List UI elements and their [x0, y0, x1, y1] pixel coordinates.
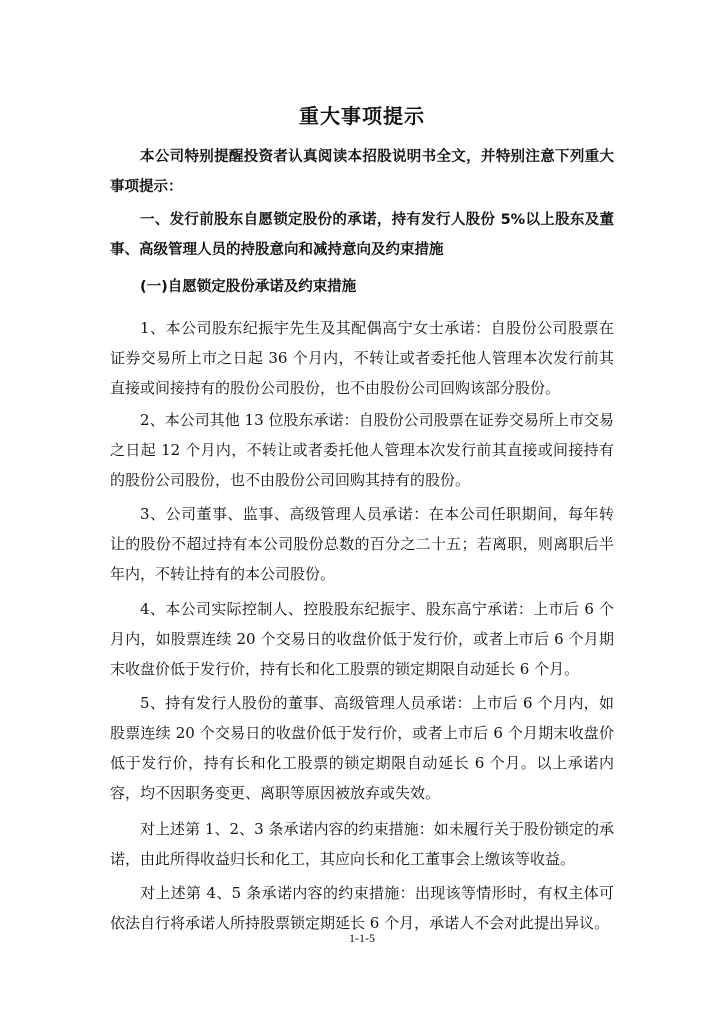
subsection-heading: (一)自愿锁定股份承诺及约束措施 — [140, 279, 357, 295]
paragraph-5: 5、持有发行人股份的董事、高级管理人员承诺：上市后 6 个月内，如股票连续 20 个交易日的收盘价低于发行价，或者上市后 6 个月期末收盘价低于发行价，持有长和化工股票的锁定期限自动延长 6 个月。以上承诺内容，均不因职务变更、离职等原因被放弃或失效。 — [110, 694, 614, 802]
paragraph-1: 1、本公司股东纪振宇先生及其配偶高宁女士承诺：自股份公司股票在证券交易所上市之日起 36 个月内，不转让或者委托他人管理本次发行前其直接或间接持有的股份公司股份，也不由股份公司回购该部分股份。 — [110, 319, 614, 397]
paragraph-7: 对上述第 4、5 条承诺内容的约束措施：出现该等情形时，有权主体可依法自行将承诺人所持股票锁定期延长 6 个月，承诺人不会对此提出异议。 — [110, 884, 614, 932]
page-title: 重大事项提示 — [299, 104, 425, 128]
paragraph-3: 3、公司董事、监事、高级管理人员承诺：在本公司任职期间，每年转让的股份不超过持有本公司股份总数的百分之二十五；若离职，则离职后半年内，不转让持有的本公司股份。 — [110, 505, 614, 583]
paragraph-4: 4、本公司实际控制人、控股股东纪振宇、股东高宁承诺：上市后 6 个月内，如股票连续 20 个交易日的收盘价低于发行价，或者上市后 6 个月期末收盘价低于发行价，持有长和化工股票的锁定期限自动延长 6 个月。 — [110, 600, 614, 678]
intro-paragraph: 本公司特别提醒投资者认真阅读本招股说明书全文，并特别注意下列重大事项提示： — [110, 149, 614, 195]
section-heading: 一、发行前股东自愿锁定股份的承诺，持有发行人股份 5%以上股东及董事、高级管理人员的持股意向和减持意向及约束措施 — [110, 212, 614, 258]
paragraph-6: 对上述第 1、2、3 条承诺内容的约束措施：如未履行关于股份锁定的承诺，由此所得收益归长和化工，其应向长和化工董事会上缴该等收益。 — [110, 820, 614, 868]
page-number: 1-1-5 — [349, 931, 375, 945]
paragraph-2: 2、本公司其他 13 位股东承诺：自股份公司股票在证券交易所上市交易之日起 12 个月内，不转让或者委托他人管理本次发行前其直接或间接持有的股份公司股份，也不由股份公司回购其持有的股份。 — [110, 411, 614, 489]
